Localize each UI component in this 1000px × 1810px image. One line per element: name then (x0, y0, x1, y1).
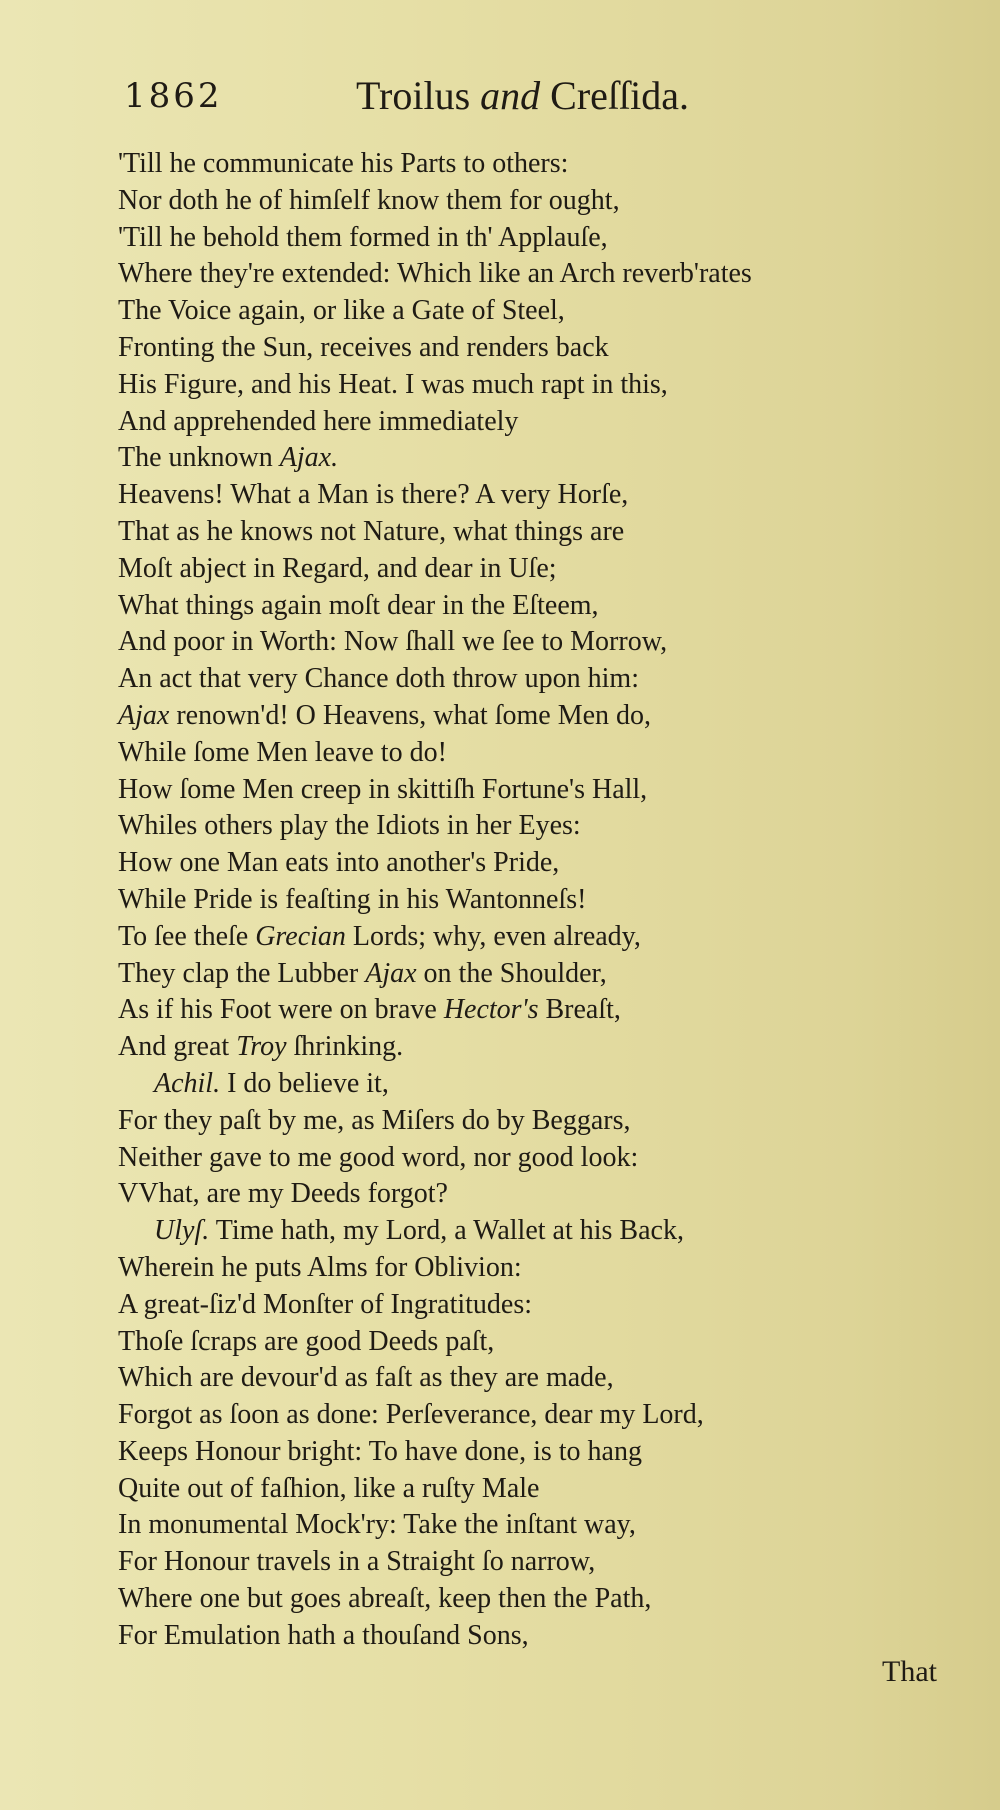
verse-line (118, 514, 968, 551)
running-title (356, 72, 689, 119)
title-part: and (480, 73, 541, 118)
verse-line (118, 1140, 968, 1177)
running-header (124, 72, 764, 122)
title-part: Creſſida. (540, 73, 689, 118)
italic-text: Ajax (118, 699, 170, 731)
text-segment: The Voice again, or like a Gate of Steel, (118, 295, 565, 327)
text-segment: And poor in Worth: Now ſhall we ſee to Morrow, (118, 626, 668, 658)
italic-text: Achil. (154, 1067, 221, 1099)
text-segment: Forgot as ſoon as done: Perſeverance, dear my Lord, (118, 1399, 704, 1431)
text-segment: Time hath, my Lord, a Wallet at his Back, (209, 1215, 684, 1247)
text-segment: Thoſe ſcraps are good Deeds paſt, (118, 1325, 495, 1357)
text-segment: For Emulation hath a thouſand Sons, (118, 1619, 529, 1651)
italic-text: Ulyſ. (154, 1215, 210, 1247)
verse-line (118, 1287, 968, 1324)
text-segment: To ſee theſe (118, 920, 256, 952)
verse-line (118, 1066, 968, 1103)
text-segment: ſhrinking. (286, 1031, 404, 1063)
text-segment: His Figure, and his Heat. I was much rapt in this, (118, 368, 668, 400)
verse-line (118, 698, 968, 735)
text-segment: They clap the Lubber (118, 957, 366, 989)
italic-text: Troy (236, 1031, 287, 1063)
verse-line (118, 551, 968, 588)
text-segment: renown'd! O Heavens, what ſome Men do, (169, 699, 652, 731)
text-segment: Where they're extended: Which like an Arch reverb'rates (118, 258, 752, 290)
verse-line (118, 1507, 968, 1544)
italic-text: Ajax (365, 957, 417, 989)
italic-text: Grecian (255, 920, 346, 952)
text-segment: Which are devour'd as faſt as they are made, (118, 1362, 614, 1394)
text-segment: What things again moſt dear in the Eſteem, (118, 589, 599, 621)
verse-line (118, 440, 968, 477)
text-segment: While Pride is feaſting in his Wantonneſs! (118, 883, 587, 915)
verse-line (118, 330, 968, 367)
text-segment: A great-ſiz'd Monſter of Ingratitudes: (118, 1288, 533, 1320)
text-segment: Moſt abject in Regard, and dear in Uſe; (118, 552, 557, 584)
verse-line (118, 1029, 968, 1066)
text-segment: In monumental Mock'ry: Take the inſtant way, (118, 1509, 636, 1541)
verse-line (118, 661, 968, 698)
text-segment: Neither gave to me good word, nor good look: (118, 1141, 639, 1173)
verse-line (118, 1360, 968, 1397)
page-number: 1862 (124, 76, 223, 116)
text-segment: on the Shoulder, (416, 957, 607, 989)
text-segment: For they paſt by me, as Miſers do by Beggars, (118, 1104, 631, 1136)
text-segment: The unknown (118, 442, 280, 474)
verse-line (118, 1324, 968, 1361)
text-segment: And apprehended here immediately (118, 405, 519, 437)
text-segment: For Honour travels in a Straight ſo narrow, (118, 1546, 596, 1578)
text-segment: Keeps Honour bright: To have done, is to hang (118, 1435, 642, 1467)
verse-line (118, 808, 968, 845)
verse-line (118, 956, 968, 993)
italic-text: Ajax. (279, 442, 339, 474)
verse-line (118, 404, 968, 441)
verse-line (118, 256, 968, 293)
text-segment: And great (118, 1031, 237, 1063)
verse-line (118, 293, 968, 330)
verse-line (118, 882, 968, 919)
verse-line (118, 919, 968, 956)
text-segment: VVhat, are my Deeds forgot? (118, 1178, 448, 1210)
text-segment: Fronting the Sun, receives and renders back (118, 331, 609, 363)
text-segment: Where one but goes abreaſt, keep then the Path, (118, 1583, 652, 1615)
text-segment: Lords; why, even already, (345, 920, 641, 952)
verse-line (118, 367, 968, 404)
text-segment: Nor doth he of himſelf know them for ought, (118, 184, 620, 216)
verse-line (118, 477, 968, 514)
text-segment: How ſome Men creep in skittiſh Fortune's Hall, (118, 773, 648, 805)
verse-line (118, 1213, 968, 1250)
verse-line (118, 1581, 968, 1618)
text-segment: How one Man eats into another's Pride, (118, 847, 560, 879)
verse-line (118, 1471, 968, 1508)
text-segment: Wherein he puts Alms for Oblivion: (118, 1251, 522, 1283)
verse-line (118, 772, 968, 809)
text-segment: Breaſt, (538, 994, 621, 1026)
text-segment: 'Till he communicate his Parts to others: (118, 148, 569, 179)
verse-line (118, 1618, 968, 1655)
text-segment: Whiles others play the Idiots in her Eyes: (118, 810, 581, 842)
text-segment: While ſome Men leave to do! (118, 736, 447, 768)
text-segment: 'Till he behold them formed in th' Applauſe, (118, 221, 608, 253)
text-segment: Heavens! What a Man is there? A very Horſe, (118, 479, 629, 511)
verse-line (118, 1250, 968, 1287)
text-segment: As if his Foot were on brave (118, 994, 444, 1026)
verse-line (118, 146, 968, 183)
verse-line (118, 588, 968, 625)
verse-line (118, 1434, 968, 1471)
verse-line (118, 992, 968, 1029)
verse-line (118, 735, 968, 772)
verse-line (118, 624, 968, 661)
verse-line (118, 1103, 968, 1140)
catchword: That (882, 1655, 937, 1688)
title-part: Troilus (356, 73, 481, 118)
text-segment: Quite out of faſhion, like a ruſty Male (118, 1472, 540, 1504)
text-segment: I do believe it, (220, 1067, 389, 1099)
verse-line (118, 1544, 968, 1581)
verse-line (118, 183, 968, 220)
verse-line (118, 845, 968, 882)
verse-line (118, 220, 968, 257)
verse-line (118, 1397, 968, 1434)
verse-text (118, 146, 968, 1655)
text-segment: An act that very Chance doth throw upon him: (118, 663, 639, 695)
verse-line (118, 1176, 968, 1213)
text-segment: That as he knows not Nature, what things are (118, 515, 625, 547)
italic-text: Hector's (443, 994, 539, 1026)
